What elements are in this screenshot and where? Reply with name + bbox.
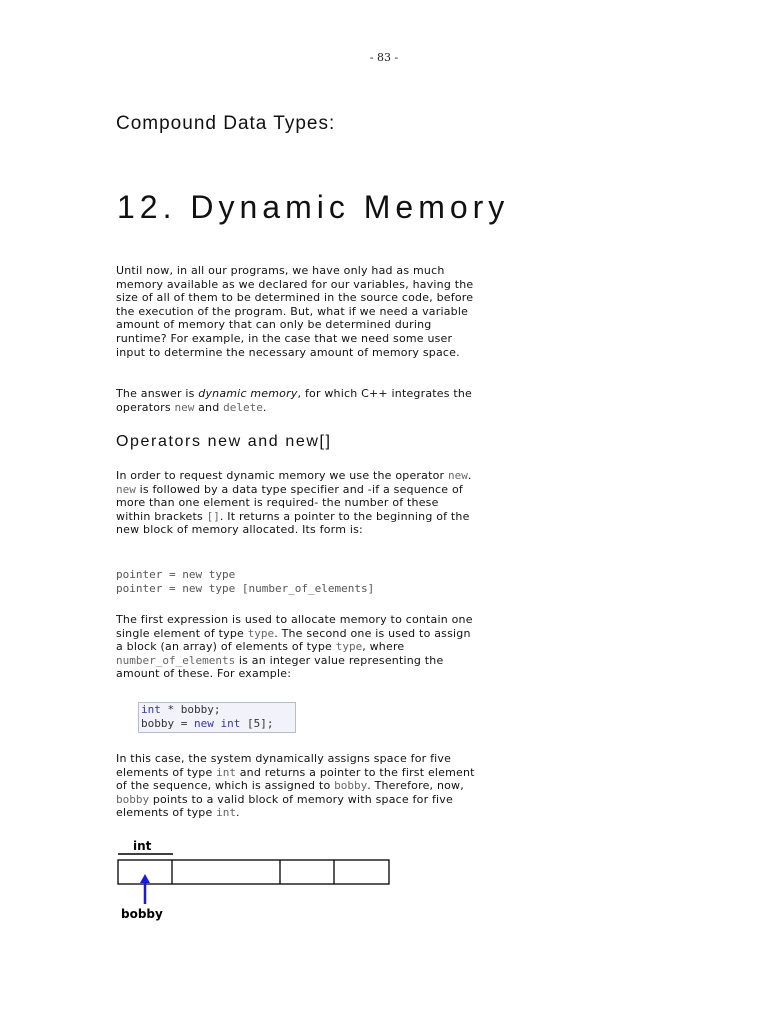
syntax-block (116, 568, 374, 595)
expression-text-4: is an integer value representing the amount of these. For example: (116, 653, 444, 681)
code-text: [5]; (240, 717, 274, 730)
code-keyword: int (220, 717, 241, 730)
code-keyword: int (141, 703, 161, 716)
section-title: Compound Data Types: (116, 113, 336, 134)
expression-text-3: , where (362, 640, 405, 654)
request-code-1: new (447, 469, 468, 482)
answer-text-3: and (194, 400, 224, 414)
case-code-3: bobby (116, 792, 150, 806)
expression-text-1: The first expression is used to allocate memory to contain one single element of type (116, 613, 473, 640)
operators-heading: Operators new and new[] (116, 433, 332, 450)
diagram-type-label: int (133, 839, 152, 853)
expression-text-2: . The second one is used to assign a block (an array) of elements of type (116, 626, 471, 654)
case-code-1: int (216, 765, 237, 779)
syntax-line: pointer = new type (116, 568, 236, 581)
case-text-2: and returns a pointer to the first element of the sequence, which is assigned to (116, 765, 475, 793)
pointer-arrow-head (140, 874, 150, 883)
request-paragraph (116, 469, 476, 537)
syntax-line: pointer = new type [number_of_elements] (116, 581, 375, 595)
code-text: bobby = (141, 717, 194, 730)
answer-text-4: . (262, 400, 267, 414)
code-new: new (174, 400, 195, 414)
intro-paragraph (116, 264, 476, 359)
diagram-pointer-label: bobby (121, 907, 163, 921)
answer-emphasis: dynamic memory (198, 387, 298, 400)
request-text-3: is followed by a data type specifier and -if a sequence of more than one element is required- the number of these within brackets (116, 482, 463, 523)
case-text-1: In this case, the system dynamically assigns space for five elements of type (116, 752, 452, 779)
memory-diagram (116, 838, 406, 928)
request-text-1: In order to request dynamic memory we use the operator (116, 469, 448, 482)
chapter-title: 12. Dynamic Memory (117, 189, 510, 225)
code-delete: delete (223, 400, 263, 414)
answer-text-2: , for which C++ integrates the operators (116, 387, 473, 414)
page-number: - 83 - (369, 51, 399, 64)
expression-code-2: type (335, 640, 363, 654)
request-text-4: . It returns a pointer to the beginning of the new block of memory allocated. Its form is: (116, 509, 470, 537)
case-text-3: . Therefore, now, (367, 779, 464, 793)
answer-text-1: The answer is (116, 387, 199, 400)
expression-paragraph (116, 613, 476, 681)
code-keyword: new (193, 717, 214, 730)
expression-code-3: number_of_elements (116, 653, 236, 667)
memory-block-outline (118, 860, 389, 884)
example-code-line (141, 717, 295, 731)
example-code-box (138, 702, 296, 733)
case-text-5: . (236, 806, 240, 820)
request-code-2: new (116, 482, 136, 496)
example-code-line (141, 703, 295, 717)
case-text-4: points to a valid block of memory with space for five elements of type (116, 792, 453, 820)
request-code-3: [] (206, 509, 220, 523)
answer-paragraph (116, 387, 476, 414)
code-text: * bobby; (160, 703, 221, 716)
case-code-2: bobby (334, 779, 368, 793)
expression-code-1: type (247, 626, 275, 640)
intro-text: Until now, in all our programs, we have only had as much memory available as we declared for our variables, having the size of all of them to be determined in the source code, before the execution of the program. But, what if we need a variable amount of memory that can only be determined during runtime? For example, in the case that we need some user input to determine the necessary amount of memory space. (116, 264, 474, 359)
request-text-2: . (467, 469, 472, 482)
case-code-4: int (216, 806, 237, 820)
case-paragraph (116, 752, 476, 820)
